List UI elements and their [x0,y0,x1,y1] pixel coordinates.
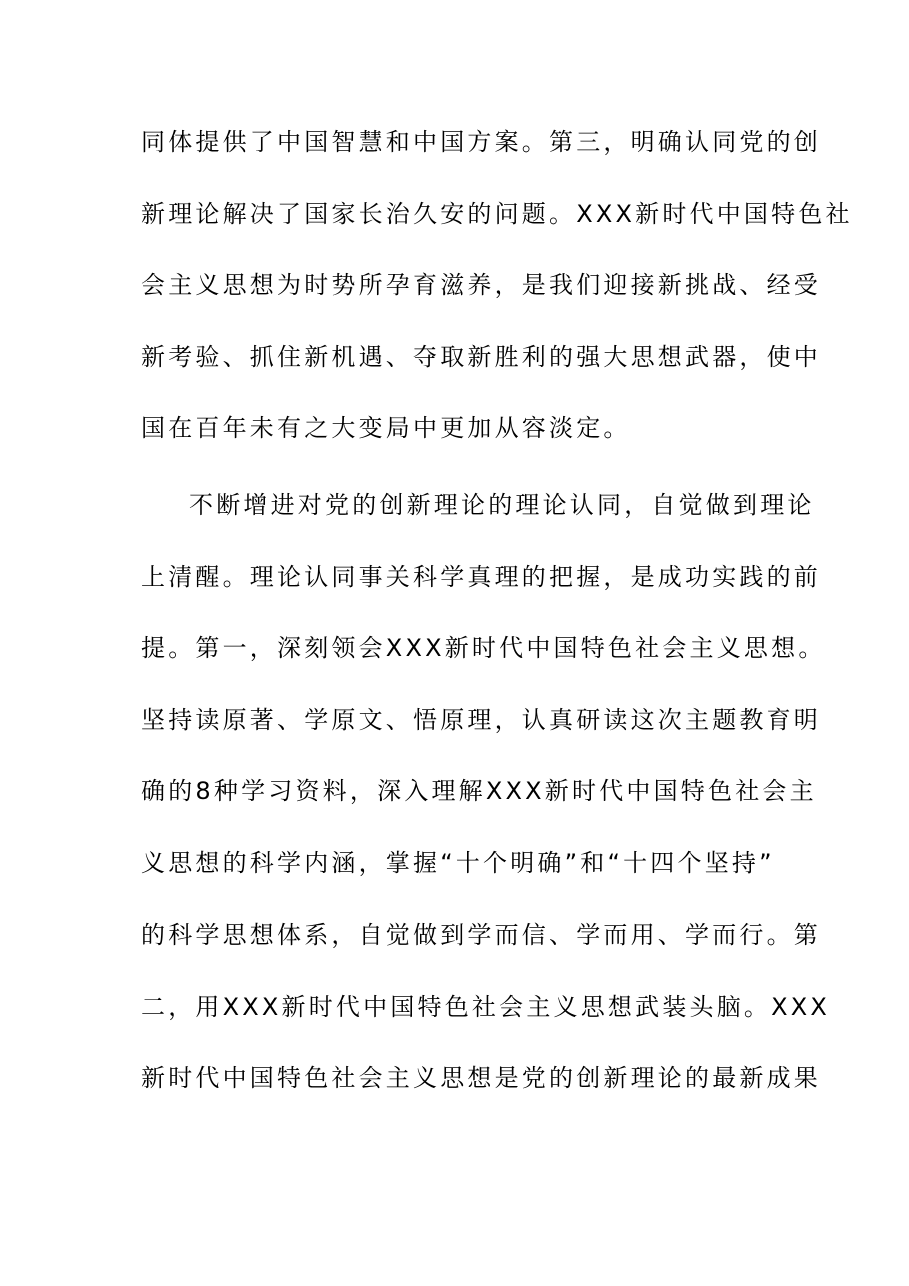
text-line: 义思想的科学内涵，掌握“十个明确”和“十四个坚持” [141,849,775,877]
paragraph-first-line: 不断增进对党的创新理论的理论认同，自觉做到理论 [189,491,815,519]
text-line: 提。第一，深刻领会XXX新时代中国特色社会主义思想。 [141,634,826,662]
text-line: 坚持读原著、学原文、悟原理，认真研读这次主题教育明 [141,706,821,734]
text-line: 国在百年未有之大变局中更加从容淡定。 [141,414,631,442]
text-line: 会主义思想为时势所孕育滋养，是我们迎接新挑战、经受 [141,271,821,299]
text-line: 同体提供了中国智慧和中国方案。第三，明确认同党的创 [141,128,821,156]
text-line: 新考验、抓住新机遇、夺取新胜利的强大思想武器，使中 [141,343,821,371]
text-line: 新时代中国特色社会主义思想是党的创新理论的最新成果 [141,1064,821,1092]
text-line: 确的8种学习资料，深入理解XXX新时代中国特色社会主 [141,777,817,805]
text-line: 新理论解决了国家长治久安的问题。XXX新时代中国特色社 [141,200,853,228]
text-line: 的科学思想体系，自觉做到学而信、学而用、学而行。第 [141,921,821,949]
text-line: 上清醒。理论认同事关科学真理的把握，是成功实践的前 [141,563,821,591]
text-line: 二，用XXX新时代中国特色社会主义思想武装头脑。XXX [141,993,831,1021]
